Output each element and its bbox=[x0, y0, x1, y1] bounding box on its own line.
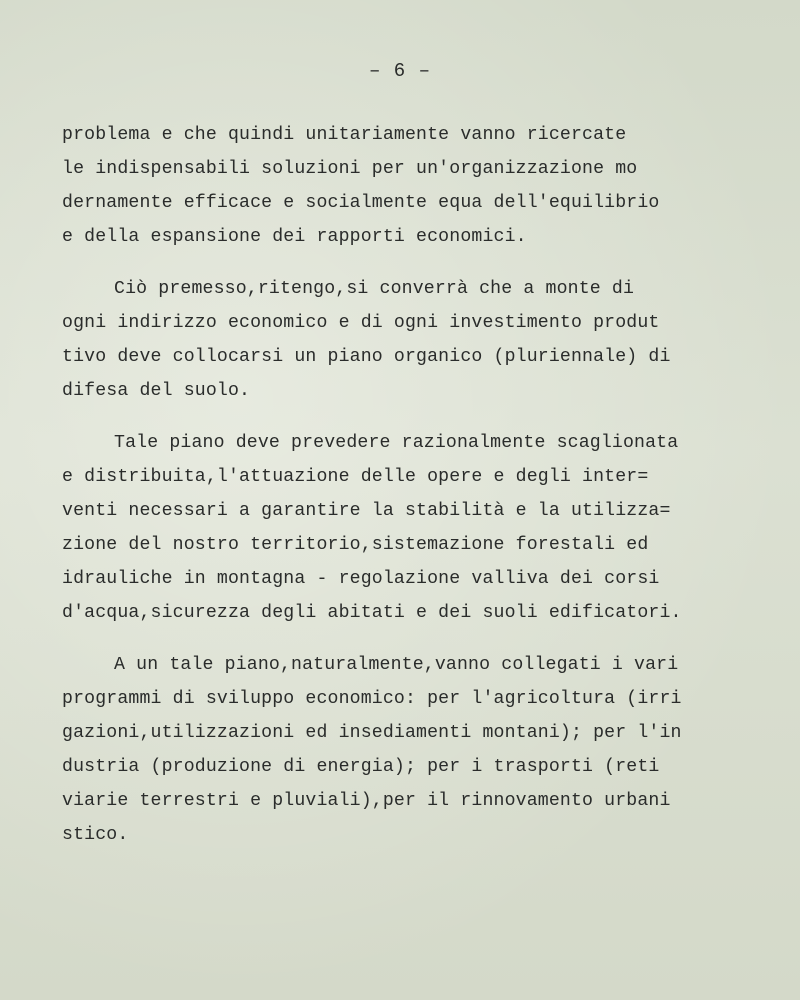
text-line: le indispensabili soluzioni per un'organizzazione mo bbox=[62, 159, 638, 179]
text-line: idrauliche in montagna - regolazione valliva dei corsi bbox=[62, 569, 660, 589]
text-line: difesa del suolo. bbox=[62, 381, 251, 401]
page-number: – 6 – bbox=[368, 60, 431, 82]
paragraph-3 bbox=[62, 426, 762, 630]
text-line: zione del nostro territorio,sistemazione forestali ed bbox=[62, 535, 649, 555]
paragraph-1 bbox=[62, 118, 762, 254]
text-line: dernamente efficace e socialmente equa dell'equilibrio bbox=[62, 193, 660, 213]
text-line: venti necessari a garantire la stabilità e la utilizza= bbox=[62, 501, 671, 521]
text-line: Tale piano deve prevedere razionalmente scaglionata bbox=[114, 433, 679, 453]
text-line: A un tale piano,naturalmente,vanno collegati i vari bbox=[114, 655, 679, 675]
text-line: ogni indirizzo economico e di ogni investimento produt bbox=[62, 313, 660, 333]
text-line: dustria (produzione di energia); per i trasporti (reti bbox=[62, 757, 660, 777]
text-line: e della espansione dei rapporti economici. bbox=[62, 227, 527, 247]
body-text bbox=[62, 118, 762, 870]
paragraph-2 bbox=[62, 272, 762, 408]
text-line: programmi di sviluppo economico: per l'agricoltura (irri bbox=[62, 689, 682, 709]
text-line: stico. bbox=[62, 825, 129, 845]
text-line: problema e che quindi unitariamente vanno ricercate bbox=[62, 125, 627, 145]
text-line: d'acqua,sicurezza degli abitati e dei suoli edificatori. bbox=[62, 603, 682, 623]
text-line: tivo deve collocarsi un piano organico (pluriennale) di bbox=[62, 347, 671, 367]
text-line: viarie terrestri e pluviali),per il rinnovamento urbani bbox=[62, 791, 671, 811]
text-line: gazioni,utilizzazioni ed insediamenti montani); per l'in bbox=[62, 723, 682, 743]
text-line: Ciò premesso,ritengo,si converrà che a monte di bbox=[114, 279, 635, 299]
text-line: e distribuita,l'attuazione delle opere e degli inter= bbox=[62, 467, 649, 487]
paragraph-4 bbox=[62, 648, 762, 852]
